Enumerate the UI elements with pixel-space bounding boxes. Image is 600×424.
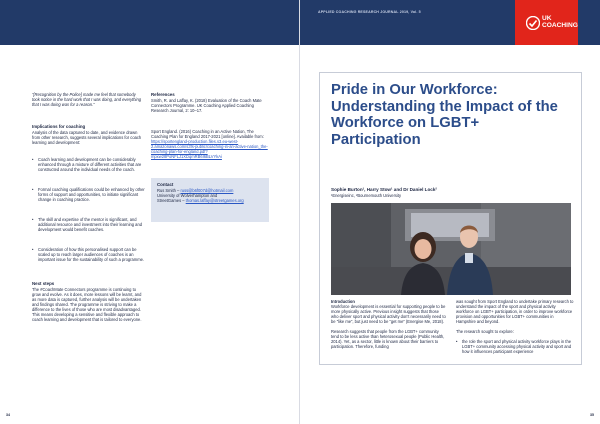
implications-intro: Analysis of the data captured to date, and evidence drawn from other research, suggests several implications for coach learning and development:: [32, 130, 142, 145]
left-page: [0, 0, 299, 424]
logo-text: [542, 15, 578, 29]
article-column-2: [456, 299, 574, 354]
article-authors: Sophie Burton¹, Harry Stow¹ and Dr Daniel Lock²: [331, 187, 437, 192]
page-number-left: 34: [6, 413, 10, 417]
right-page: [300, 0, 600, 424]
column-2-paragraph-2: The research sought to explore:: [456, 329, 514, 334]
column-2-paragraph-1: was sought from Sport England to undertake primary research to understand the impact of the sport and physical activity workforce on LGBT+ participation, in order to improve workforce provision and opportunities for LGBT+ communities in Hampshire and beyond.: [456, 299, 574, 324]
introduction-heading: Introduction: [331, 299, 355, 304]
contact-box: [151, 178, 269, 222]
implications-heading: Implications for coaching: [32, 124, 86, 129]
logo-mark-icon: [526, 16, 540, 30]
article-title: Pride in Our Workforce: Understanding the Impact of the Workforce on LGBT+ Participation: [331, 82, 558, 148]
contact-email-1[interactable]: russ@b6f007d@hotmail.com: [180, 188, 234, 193]
implications-list-3: [32, 217, 146, 235]
article-column-1: [331, 299, 446, 354]
left-header-band: [0, 0, 299, 45]
article-card: [319, 72, 582, 365]
introduction-paragraph-2: Research suggests that people from the LGBT+ community tend to be less active than heterosexual people (Public Health, 2014). Yet, as a sector, little is known about their barriers to participation. Therefore, funding: [331, 329, 445, 349]
contact-heading: Contact: [157, 182, 174, 187]
contact-line-2: University of Wolverhampton and: [157, 193, 218, 198]
list-item: • The skill and expertise of the mentor is significant, and additional resource and investment into their learning and development would benefit coaches.: [32, 217, 146, 232]
references-heading: References: [151, 92, 175, 97]
contact-email-2[interactable]: thomas.laffay@streetgames.org: [185, 198, 244, 203]
pull-quote: “[Recognition by the Police] made me feel that somebody took notice in the hard work that I was doing, and everything that I was doing was for a reason.”: [32, 92, 142, 107]
reference-2: [151, 129, 268, 159]
next-steps-heading: Next steps: [32, 281, 55, 286]
logo-text-line-1: UK: [542, 15, 552, 22]
next-steps-body: The #CoachMate Connectors programme is continuing to grow and evolve. As it does, more lessons will be learnt, and as more data is captured, further analysis will be undertaken and findings shared. The programme is striving to make a difference to the lives of those who are most disadvantaged. This means developing a sensitive and flexible approach to coach learning and development that is tailored to everyone.: [32, 287, 142, 322]
page-number-right: 35: [590, 413, 594, 417]
article-affiliations: ¹Energiseinc, ²Bournemouth University: [331, 193, 402, 198]
list-item: • Consideration of how this personalised support can be scaled up to reach larger audiences of coaches is an important issue for the sustainability of such a programme.: [32, 247, 146, 262]
authors-photo: [331, 203, 571, 295]
list-item: • Formal coaching qualifications could be enhanced by other forms of support and opportunities, to initiate significant change in coaching practice.: [32, 187, 146, 202]
reference-1: Smith, R. and Laffay, K. (2018) Evaluation of the Coach Mate Connectors Programme. UK Coaching Applied Coaching Research Journal, 2: 10–17.: [151, 98, 262, 113]
reference-2-link[interactable]: https://sportengland-production.files.s3.eu-west-2.amazonaws.com/s3fs-public/coaching-in-an-active-nation_the-coaching-plan-for-england.pdf?mpxw28PoNFLJ1XDqmRB6I6BLVYkAi: [151, 139, 268, 159]
introduction-paragraph-1: Workforce development is essential for supporting people to be more physically active. Previous insight suggests that those who deliver sport and physical activity don't necessarily need to be “like me”, but just need to be “get me” (Energise Me, 2018).: [331, 304, 446, 324]
logo-text-line-2: COACHING: [542, 22, 578, 29]
implications-list-2: [32, 187, 146, 205]
contact-line-3: [157, 198, 265, 203]
list-item: • Coach learning and development can be considerably enhanced through a mixture of different activities that are constructed around the individual needs of the coach.: [32, 157, 146, 172]
uk-coaching-logo: [515, 0, 578, 45]
contact-name-2: StreetGames –: [157, 198, 186, 203]
contact-name-1: Rus Smith –: [157, 188, 181, 193]
authors-photo-image: [331, 203, 571, 295]
implications-list-1: [32, 157, 146, 175]
implications-list-4: [32, 247, 146, 265]
list-item: • the role the sport and physical activity workforce plays in the LGBT+ community accessing physical activity and sport and how it influences participant experience: [456, 339, 574, 354]
journal-header: APPLIED COACHING RESEARCH JOURNAL 2019, Vol. 5: [318, 10, 421, 14]
reference-2-text: Sport England. (2016) Coaching in an Active Nation, The Coaching Plan for England 2017-2021 [online]. Available from:: [151, 129, 264, 139]
